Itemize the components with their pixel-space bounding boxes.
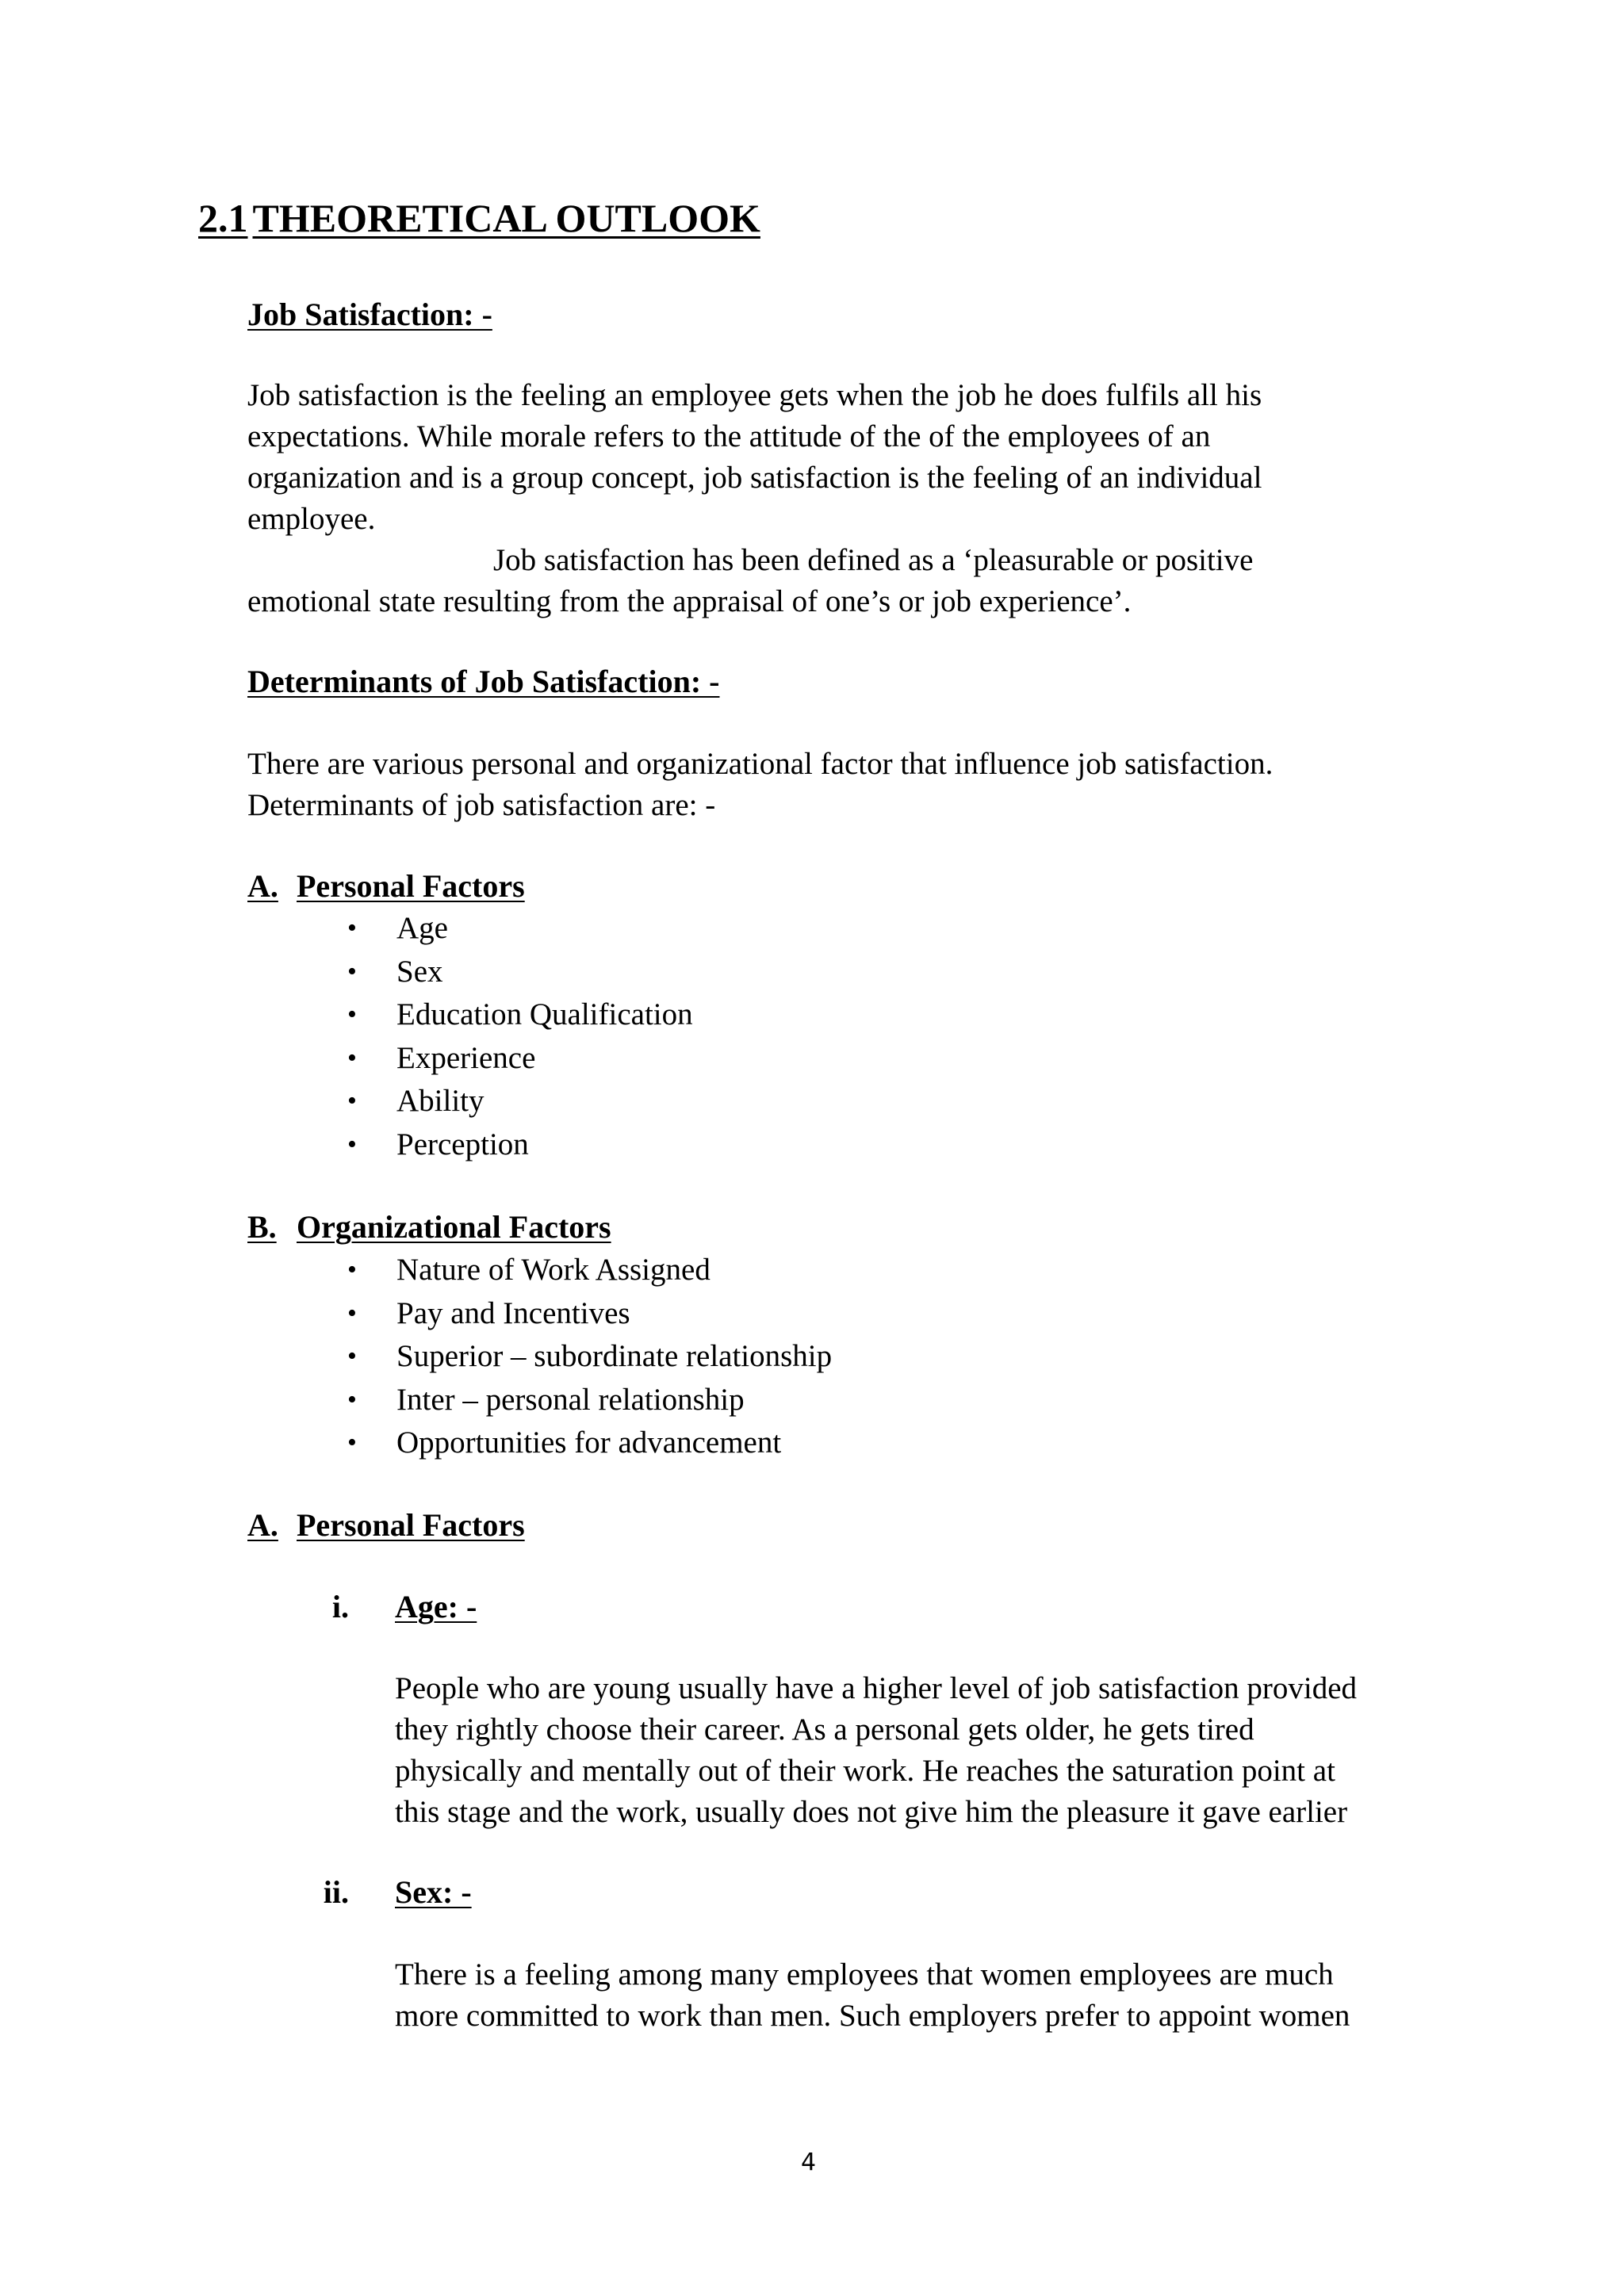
personal-factors-label (247, 867, 525, 906)
paragraph-line: organization and is a group concept, job satisfaction is the feeling of an individual (247, 461, 1262, 495)
paragraph-line: People who are young usually have a higher level of job satisfaction provided (395, 1671, 1357, 1705)
bullet-icon: • (347, 1298, 357, 1328)
definition-line: Job satisfaction has been defined as a ‘pleasurable or positive (493, 543, 1254, 577)
roman-numeral: i. (331, 1589, 349, 1624)
personal-factors-detail-label (247, 1506, 525, 1545)
organizational-factors-label (247, 1207, 611, 1247)
job-satisfaction-paragraph (247, 375, 1262, 622)
intro-line: Determinants of job satisfaction are: - (247, 788, 716, 822)
sex-subheading (278, 1873, 472, 1912)
list-item: • Age (347, 907, 693, 951)
definition-line: emotional state resulting from the appraisal of one’s or job experience’. (247, 584, 1132, 618)
roman-numeral: ii. (323, 1874, 349, 1910)
job-satisfaction-heading: Job Satisfaction: - (247, 297, 492, 332)
personal-factors-list (347, 907, 693, 1166)
section-name: Personal Factors (297, 1507, 525, 1543)
bullet-icon: • (347, 1255, 357, 1284)
bullet-icon: • (347, 1428, 357, 1457)
list-item: • Nature of Work Assigned (347, 1249, 832, 1292)
section-letter: A. (247, 1507, 278, 1543)
intro-line: There are various personal and organizational factor that influence job satisfaction. (247, 747, 1274, 781)
paragraph-line: they rightly choose their career. As a personal gets older, he gets tired (395, 1712, 1254, 1747)
section-name: Personal Factors (297, 868, 525, 904)
paragraph-line: expectations. While morale refers to the attitude of the of the employees of an (247, 419, 1211, 453)
page-number: 4 (801, 2149, 817, 2176)
section-title-text: THEORETICAL OUTLOOK (252, 196, 760, 240)
age-subheading (278, 1587, 477, 1627)
paragraph-line: Job satisfaction is the feeling an employee gets when the job he does fulfils all his (247, 378, 1262, 412)
list-item: • Inter – personal relationship (347, 1379, 832, 1422)
subsection-title: Age: - (395, 1589, 477, 1624)
age-paragraph (395, 1668, 1357, 1833)
subsection-title: Sex: - (395, 1874, 472, 1910)
paragraph-line: this stage and the work, usually does not give him the pleasure it gave earlier (395, 1795, 1348, 1829)
bullet-icon: • (347, 956, 357, 986)
paragraph-line: employee. (247, 502, 376, 536)
section-letter: A. (247, 868, 278, 904)
list-item: • Experience (347, 1037, 693, 1081)
paragraph-line: physically and mentally out of their work. He reaches the saturation point at (395, 1754, 1335, 1788)
section-name: Organizational Factors (297, 1209, 611, 1245)
list-item: • Perception (347, 1123, 693, 1167)
paragraph-line: There is a feeling among many employees that women employees are much (395, 1957, 1334, 1992)
sex-paragraph (395, 1954, 1350, 2037)
list-item: • Superior – subordinate relationship (347, 1335, 832, 1379)
paragraph-line: more committed to work than men. Such employers prefer to appoint women (395, 1999, 1350, 2033)
list-item: • Opportunities for advancement (347, 1422, 832, 1465)
organizational-factors-list (347, 1249, 832, 1465)
bullet-icon: • (347, 1384, 357, 1414)
determinants-intro (247, 744, 1273, 826)
section-title (198, 194, 760, 242)
determinants-heading: Determinants of Job Satisfaction: - (247, 664, 720, 699)
bullet-icon: • (347, 1043, 357, 1073)
bullet-icon: • (347, 913, 357, 943)
list-item: • Education Qualification (347, 993, 693, 1037)
section-number: 2.1 (198, 196, 248, 240)
bullet-icon: • (347, 1086, 357, 1115)
bullet-icon: • (347, 1341, 357, 1371)
bullet-icon: • (347, 1000, 357, 1029)
list-item: • Sex (347, 951, 693, 994)
bullet-icon: • (347, 1129, 357, 1159)
section-letter: B. (247, 1209, 277, 1245)
list-item: • Ability (347, 1080, 693, 1123)
list-item: • Pay and Incentives (347, 1292, 832, 1336)
